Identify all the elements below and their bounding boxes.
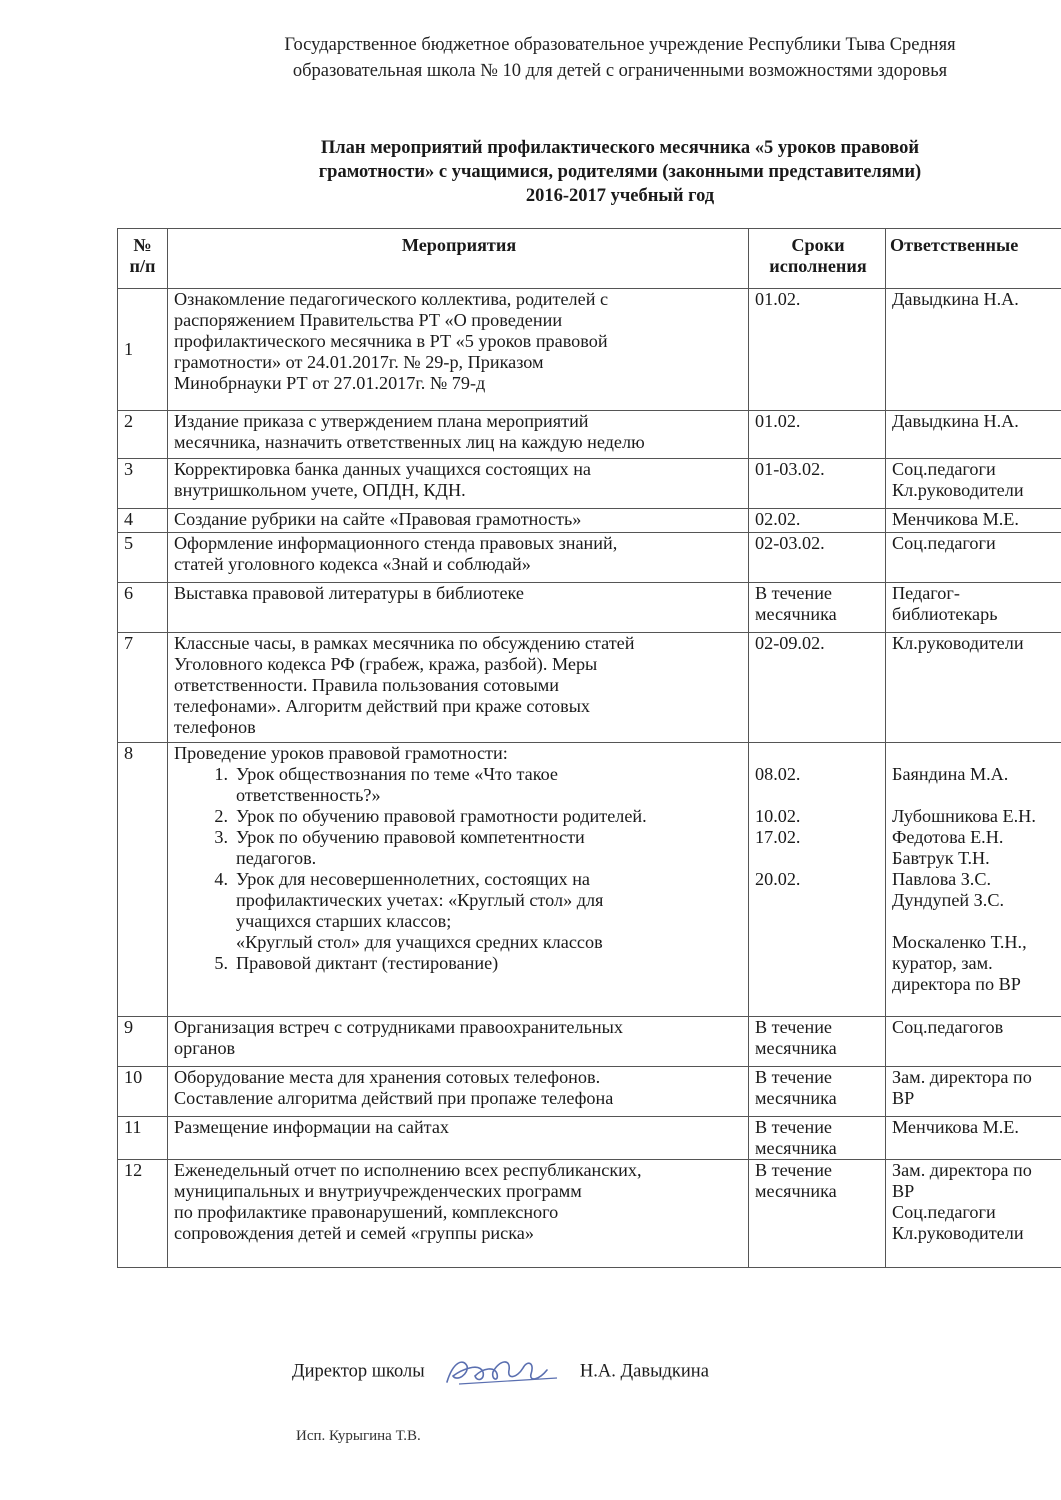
list-line: педагогов. <box>236 848 317 868</box>
org-line: образовательная школа № 10 для детей с ограниченными возможностями здоровья <box>292 61 948 81</box>
list-line: учащихся старших классов; <box>236 911 452 931</box>
event-line: Оформление информационного стенда правовых знаний, <box>174 533 618 553</box>
row-responsible <box>886 289 1061 411</box>
responsible-line: Менчикова М.Е. <box>892 509 1019 529</box>
date-line: месячника <box>755 604 837 624</box>
responsible-line: Павлова З.С. <box>892 869 992 889</box>
responsible-line: Соц.педагоги <box>892 1202 996 1222</box>
row-responsible <box>886 633 1061 743</box>
row-dates <box>749 509 886 533</box>
event-line: Минобрнауки РТ от 27.01.2017г. № 79-д <box>174 373 486 393</box>
table-body <box>118 289 1061 1268</box>
row-number: 5 <box>118 533 168 583</box>
row-number: 9 <box>118 1017 168 1067</box>
event-line: Корректировка банка данных учащихся состоящих на <box>174 459 592 479</box>
list-text <box>236 827 744 869</box>
date-line: 17.02. <box>755 827 801 847</box>
row-dates <box>749 743 886 1017</box>
list-line: Урок для несовершеннолетних, состоящих на <box>236 869 591 889</box>
responsible-line: Кл.руководители <box>892 1223 1024 1243</box>
responsible-line: куратор, зам. <box>892 953 993 973</box>
event-line: сопровождения детей и семей «группы риска» <box>174 1223 534 1243</box>
responsible-line: Давыдкина Н.А. <box>892 289 1019 309</box>
event-line: статей уголовного кодекса «Знай и соблюдай» <box>174 554 531 574</box>
header-dates <box>749 229 886 289</box>
row-dates <box>749 459 886 509</box>
responsible-line: Соц.педагогов <box>892 1017 1004 1037</box>
row-responsible <box>886 583 1061 633</box>
header-responsible: Ответственные <box>886 229 1061 289</box>
responsible-line: Дундупей З.С. <box>892 890 1005 910</box>
event-line: Создание рубрики на сайте «Правовая грамотность» <box>174 509 582 529</box>
responsible-line: ВР <box>892 1181 915 1201</box>
spacer <box>755 785 881 806</box>
event-line: Классные часы, в рамках месячника по обсуждению статей <box>174 633 635 653</box>
row-event <box>168 1117 749 1160</box>
date-line: В течение <box>755 1117 833 1137</box>
row-number: 1 <box>118 289 168 411</box>
list-marker: 5. <box>214 953 228 973</box>
event-line: внутришкольном учете, ОПДН, КДН. <box>174 480 466 500</box>
title-line: грамотности» с учащимися, родителями (законными представителями) <box>318 162 922 182</box>
row-number: 8 <box>118 743 168 1017</box>
event-line: Ознакомление педагогического коллектива, родителей с <box>174 289 609 309</box>
row-dates <box>749 583 886 633</box>
spacer <box>755 743 881 764</box>
list-line: Урок по обучению правовой грамотности родителей. <box>236 806 647 826</box>
responsible-line: Кл.руководители <box>892 633 1024 653</box>
responsible-line: Кл.руководители <box>892 480 1024 500</box>
date-line: 01.02. <box>755 289 801 309</box>
row-dates <box>749 289 886 411</box>
row-dates <box>749 1067 886 1117</box>
event-line: Еженедельный отчет по исполнению всех республиканских, <box>174 1160 642 1180</box>
header-num-line: п/п <box>129 256 156 276</box>
list-text <box>236 764 744 806</box>
row-event <box>168 633 749 743</box>
organization-header <box>150 32 1061 84</box>
date-line: 02-09.02. <box>755 633 825 653</box>
row-responsible <box>886 743 1061 1017</box>
event-line: по профилактике правонарушений, комплексного <box>174 1202 559 1222</box>
event-line: Организация встреч с сотрудниками правоохранительных <box>174 1017 623 1037</box>
row-number: 11 <box>118 1117 168 1160</box>
date-line: В течение <box>755 1160 833 1180</box>
table-row <box>118 633 1061 743</box>
event-line: Оборудование места для хранения сотовых телефонов. <box>174 1067 601 1087</box>
header-num <box>118 229 168 289</box>
title-line: План мероприятий профилактического месячника «5 уроков правовой <box>320 138 920 158</box>
row-dates <box>749 1160 886 1268</box>
date-line: 02.02. <box>755 509 801 529</box>
org-line: Государственное бюджетное образовательное учреждение Республики Тыва Средняя <box>284 35 956 55</box>
row-responsible <box>886 1117 1061 1160</box>
responsible-line: Соц.педагоги <box>892 459 996 479</box>
date-line: 01-03.02. <box>755 459 825 479</box>
row-event <box>168 411 749 459</box>
table-header-row <box>118 229 1061 289</box>
spacer <box>892 911 1061 932</box>
list-item <box>174 869 744 953</box>
date-line: месячника <box>755 1138 837 1158</box>
table-row <box>118 583 1061 633</box>
signature-block <box>292 1352 709 1392</box>
date-line: В течение <box>755 1017 833 1037</box>
list-line: «Круглый стол» для учащихся средних классов <box>236 932 603 952</box>
event-line: телефонов <box>174 717 256 737</box>
list-item <box>174 953 744 974</box>
list-item <box>174 764 744 806</box>
director-name: Н.А. Давыдкина <box>579 1361 709 1382</box>
date-line: месячника <box>755 1088 837 1108</box>
row-number: 2 <box>118 411 168 459</box>
date-line: месячника <box>755 1038 837 1058</box>
responsible-line: Лубошникова Е.Н. <box>892 806 1036 826</box>
spacer <box>892 785 1061 806</box>
table-row <box>118 509 1061 533</box>
row-dates <box>749 1117 886 1160</box>
event-line: Уголовного кодекса РФ (грабеж, кража, разбой). Меры <box>174 654 598 674</box>
header-dates-line: Сроки <box>791 235 845 255</box>
row-responsible <box>886 411 1061 459</box>
row-responsible <box>886 1017 1061 1067</box>
table-row <box>118 1017 1061 1067</box>
spacer <box>892 743 1061 764</box>
table-row <box>118 533 1061 583</box>
responsible-line: Менчикова М.Е. <box>892 1117 1019 1137</box>
row-dates <box>749 633 886 743</box>
row-number: 10 <box>118 1067 168 1117</box>
row-number: 12 <box>118 1160 168 1268</box>
table-row <box>118 1160 1061 1268</box>
responsible-line: Педагог- <box>892 583 960 603</box>
date-line: 10.02. <box>755 806 801 826</box>
row-responsible <box>886 1160 1061 1268</box>
responsible-line: Федотова Е.Н. <box>892 827 1004 847</box>
date-line: 01.02. <box>755 411 801 431</box>
responsible-line: ВР <box>892 1088 915 1108</box>
executor-note: Исп. Курыгина Т.В. <box>296 1428 421 1444</box>
list-item <box>174 827 744 869</box>
row-responsible <box>886 509 1061 533</box>
header-dates-line: исполнения <box>769 256 867 276</box>
event-line: распоряжением Правительства РТ «О проведении <box>174 310 563 330</box>
date-line: В течение <box>755 583 833 603</box>
responsible-line: Бавтрук Т.Н. <box>892 848 990 868</box>
table-row <box>118 289 1061 411</box>
row-responsible <box>886 533 1061 583</box>
event-line: ответственности. Правила пользования сотовыми <box>174 675 559 695</box>
event-line: телефонами». Алгоритм действий при краже сотовых <box>174 696 591 716</box>
list-line: Урок по обучению правовой компетентности <box>236 827 585 847</box>
event-line: Выставка правовой литературы в библиотеке <box>174 583 524 603</box>
event-line: профилактического месячника в РТ «5 уроков правовой <box>174 331 608 351</box>
row-event <box>168 1017 749 1067</box>
row-event <box>168 583 749 633</box>
event-line: органов <box>174 1038 236 1058</box>
row-number: 4 <box>118 509 168 533</box>
row-event <box>168 509 749 533</box>
list-marker: 4. <box>214 869 228 889</box>
list-line: ответственность?» <box>236 785 381 805</box>
list-line: Урок обществознания по теме «Что такое <box>236 764 559 784</box>
list-text <box>236 869 744 953</box>
signature-icon <box>439 1352 569 1392</box>
event-line: месячника, назначить ответственных лиц на каждую неделю <box>174 432 645 452</box>
row-dates <box>749 533 886 583</box>
row-event <box>168 459 749 509</box>
responsible-line: Давыдкина Н.А. <box>892 411 1019 431</box>
responsible-line: Соц.педагоги <box>892 533 996 553</box>
row-dates <box>749 1017 886 1067</box>
list-marker: 2. <box>214 806 228 826</box>
date-line: месячника <box>755 1181 837 1201</box>
responsible-line: Зам. директора по <box>892 1067 1032 1087</box>
date-line: 02-03.02. <box>755 533 825 553</box>
date-line: 20.02. <box>755 869 801 889</box>
header-event: Мероприятия <box>168 229 749 289</box>
date-line: 08.02. <box>755 764 801 784</box>
row-number: 3 <box>118 459 168 509</box>
row-responsible <box>886 459 1061 509</box>
row-responsible <box>886 1067 1061 1117</box>
row-event <box>168 1067 749 1117</box>
list-line: Правовой диктант (тестирование) <box>236 953 499 973</box>
row-event <box>168 743 749 1017</box>
row-event <box>168 289 749 411</box>
list-text <box>236 806 744 827</box>
table-row <box>118 743 1061 1017</box>
director-label: Директор школы <box>292 1361 425 1382</box>
event-line: Составление алгоритма действий при пропаже телефона <box>174 1088 614 1108</box>
spacer <box>755 848 881 869</box>
event-line: Издание приказа с утверждением плана мероприятий <box>174 411 589 431</box>
date-line: В течение <box>755 1067 833 1087</box>
list-marker: 3. <box>214 827 228 847</box>
header-num-line: № <box>133 235 152 255</box>
row-number: 6 <box>118 583 168 633</box>
table-row <box>118 459 1061 509</box>
list-item <box>174 806 744 827</box>
list-text <box>236 953 744 974</box>
responsible-line: Москаленко Т.Н., <box>892 932 1027 952</box>
title-line: 2016-2017 учебный год <box>525 186 715 206</box>
responsible-line: библиотекарь <box>892 604 998 624</box>
document-title <box>190 136 1050 208</box>
row-number: 7 <box>118 633 168 743</box>
responsible-line: директора по ВР <box>892 974 1021 994</box>
list-marker: 1. <box>214 764 228 784</box>
responsible-line: Баяндина М.А. <box>892 764 1009 784</box>
events-table <box>117 228 1061 1268</box>
row-dates <box>749 411 886 459</box>
table-row <box>118 1117 1061 1160</box>
event-line: муниципальных и внутриучрежденческих программ <box>174 1181 582 1201</box>
table-row <box>118 1067 1061 1117</box>
table-row <box>118 411 1061 459</box>
row-event <box>168 533 749 583</box>
event-line: грамотности» от 24.01.2017г. № 29-р, Приказом <box>174 352 544 372</box>
event-intro: Проведение уроков правовой грамотности: <box>174 743 508 763</box>
responsible-line: Зам. директора по <box>892 1160 1032 1180</box>
row-event <box>168 1160 749 1268</box>
list-line: профилактических учетах: «Круглый стол» для <box>236 890 604 910</box>
event-line: Размещение информации на сайтах <box>174 1117 450 1137</box>
